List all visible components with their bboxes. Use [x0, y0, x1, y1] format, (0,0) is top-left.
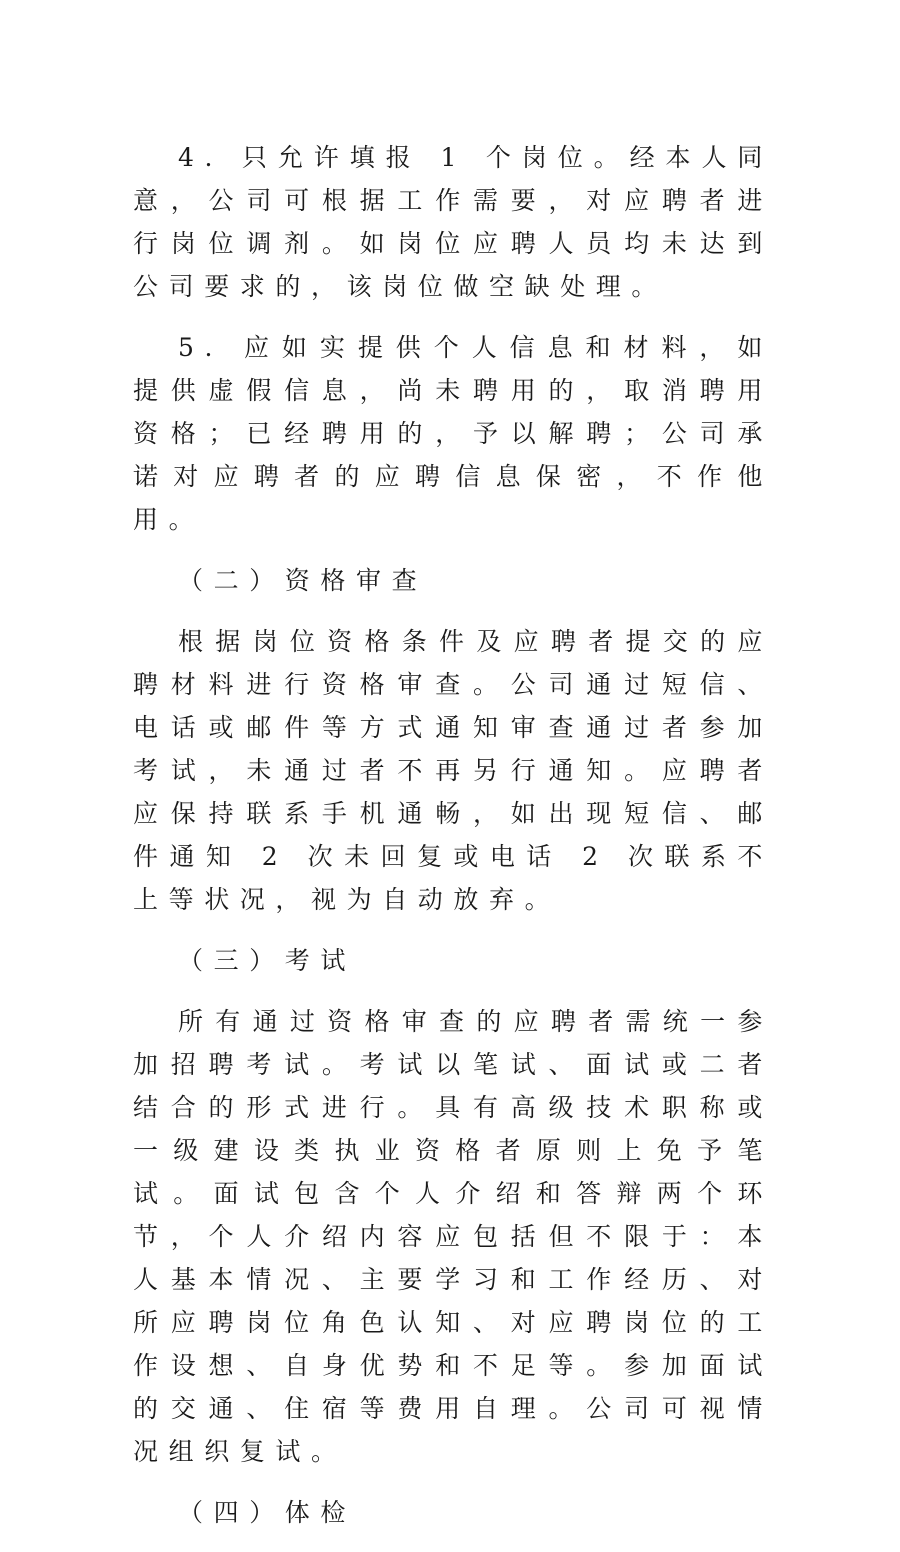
- paragraph-exam: 所有通过资格审查的应聘者需统一参加招聘考试。考试以笔试、面试或二者结合的形式进行。具有高级技术职称或一级建设类执业资格者原则上免予笔试。面试包含个人介绍和答辩两个环节，个人介绍内容应包括但不限于：本人基本情况、主要学习和工作经历、对所应聘岗位角色认知、对应聘岗位的工作设想、自身优势和不足等。参加面试的交通、住宿等费用自理。公司可视情况组织复试。: [133, 1007, 773, 1466]
- section-heading-physical-exam: （四）体检: [178, 1498, 357, 1527]
- paragraph-qualification-review: 根据岗位资格条件及应聘者提交的应聘材料进行资格审查。公司通过短信、电话或邮件等方式通知审查通过者参加考试，未通过者不再另行通知。应聘者应保持联系手机通畅，如出现短信、邮件通知 2 次未回复或电话 2 次联系不上等状况，视为自动放弃。: [133, 627, 773, 914]
- section-heading-qualification-review: （二）资格审查: [178, 566, 428, 595]
- document-page: [133, 136, 773, 1552]
- paragraph-item-5-truthful-info: 5. 应如实提供个人信息和材料，如提供虚假信息，尚未聘用的，取消聘用资格；已经聘用的，予以解聘；公司承诺对应聘者的应聘信息保密，不作他用。: [133, 333, 773, 534]
- paragraph-item-4-single-position: 4. 只允许填报 1 个岗位。经本人同意，公司可根据工作需要，对应聘者进行岗位调剂。如岗位应聘人员均未达到公司要求的，该岗位做空缺处理。: [133, 143, 773, 301]
- section-heading-exam: （三）考试: [178, 946, 357, 975]
